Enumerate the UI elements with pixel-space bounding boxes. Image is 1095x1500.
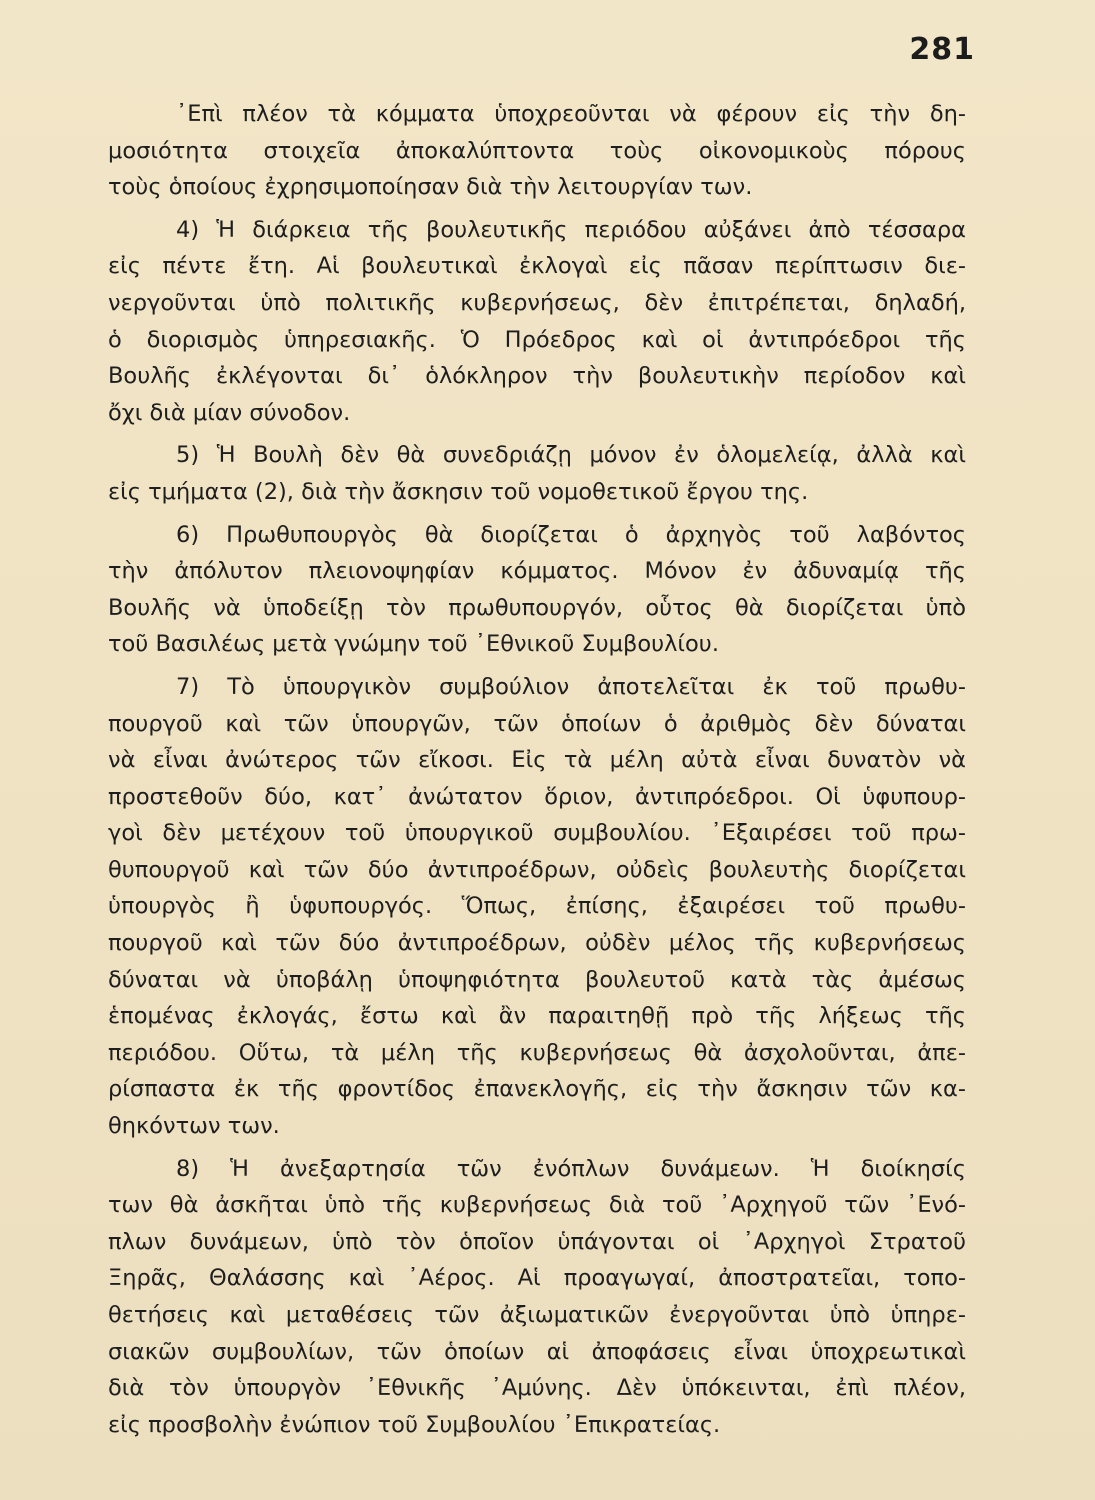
text-line: Βουλῆς νὰ ὑποδείξῃ τὸν πρωθυπουργόν, οὗτος θὰ διορίζεται ὑπὸ xyxy=(108,594,966,621)
text-line: δύναται νὰ ὑποβάλῃ ὑποψηφιότητα βουλευτοῦ κατὰ τὰς ἀμέσως xyxy=(108,966,966,993)
text-line: θετήσεις καὶ μεταθέσεις τῶν ἀξιωματικῶν ἐνεργοῦνται ὑπὸ ὑπηρε- xyxy=(108,1302,966,1328)
text-line: νεργοῦνται ὑπὸ πολιτικῆς κυβερνήσεως, δὲν ἐπιτρέπεται, δηλαδή, xyxy=(108,289,966,316)
text-line: εἰς πέντε ἔτη. Αἱ βουλευτικαὶ ἐκλογαὶ εἰς πᾶσαν περίπτωσιν διε- xyxy=(108,253,966,280)
page-number: 281 xyxy=(909,32,975,67)
paragraph xyxy=(108,1151,966,1444)
text-line: Ξηρᾶς, Θαλάσσης καὶ ᾿Αέρος. Αἱ προαγωγαί, ἀποστρατεῖαι, τοπο- xyxy=(108,1265,966,1292)
text-line: μοσιότητα στοιχεῖα ἀποκαλύπτοντα τοὺς οἰκονομικοὺς πόρους xyxy=(108,137,966,164)
text-line: τὴν ἀπόλυτον πλειονοψηφίαν κόμματος. Μόνον ἐν ἀδυναμίᾳ τῆς xyxy=(108,558,966,585)
text-line: τοῦ Βασιλέως μετὰ γνώμην τοῦ ᾿Εθνικοῦ Συμβουλίου. xyxy=(108,631,719,658)
text-line: ὄχι διὰ μίαν σύνοδον. xyxy=(108,399,351,426)
paragraph xyxy=(108,437,966,510)
text-line: ᾿Επὶ πλέον τὰ κόμματα ὑποχρεοῦνται νὰ φέρουν εἰς τὴν δη- xyxy=(176,101,966,127)
text-line: Βουλῆς ἐκλέγονται δι᾿ ὁλόκληρον τὴν βουλευτικὴν περίοδον καὶ xyxy=(108,363,966,390)
text-line: πλων δυνάμεων, ὑπὸ τὸν ὁποῖον ὑπάγονται οἱ ᾿Αρχηγοὶ Στρατοῦ xyxy=(108,1228,966,1255)
text-line: 5) Ἡ Βουλὴ δὲν θὰ συνεδριάζῃ μόνον ἐν ὁλομελείᾳ, ἀλλὰ καὶ xyxy=(176,442,966,469)
text-line: ρίσπαστα ἐκ τῆς φροντίδος ἐπανεκλογῆς, εἰς τὴν ἄσκησιν τῶν κα- xyxy=(108,1076,966,1103)
text-line: ἑπομένας ἐκλογάς, ἔστω καὶ ἂν παραιτηθῇ πρὸ τῆς λήξεως τῆς xyxy=(108,1003,966,1030)
text-line: 6) Πρωθυπουργὸς θὰ διορίζεται ὁ ἀρχηγὸς τοῦ λαβόντος xyxy=(176,521,966,548)
text-line: γοὶ δὲν μετέχουν τοῦ ὑπουργικοῦ συμβουλίου. ᾿Εξαιρέσει τοῦ πρω- xyxy=(108,820,966,847)
text-line: περιόδου. Οὕτω, τὰ μέλη τῆς κυβερνήσεως θὰ ἀσχολοῦνται, ἀπε- xyxy=(108,1039,966,1066)
paragraph xyxy=(108,212,966,432)
text-line: 8) Ἡ ἀνεξαρτησία τῶν ἐνόπλων δυνάμεων. Ἡ διοίκησίς xyxy=(176,1155,966,1182)
text-line: 4) Ἡ διάρκεια τῆς βουλευτικῆς περιόδου αὐξάνει ἀπὸ τέσσαρα xyxy=(176,216,966,243)
text-line: των θὰ ἀσκῆται ὑπὸ τῆς κυβερνήσεως διὰ τοῦ ᾿Αρχηγοῦ τῶν ᾿Ενό- xyxy=(108,1192,966,1219)
text-line: πουργοῦ καὶ τῶν ὑπουργῶν, τῶν ὁποίων ὁ ἀριθμὸς δὲν δύναται xyxy=(108,710,966,737)
text-line: εἰς τμήματα (2), διὰ τὴν ἄσκησιν τοῦ νομοθετικοῦ ἔργου της. xyxy=(108,478,809,505)
text-line: θηκόντων των. xyxy=(108,1113,280,1140)
text-line: ὑπουργὸς ἢ ὑφυπουργός. Ὅπως, ἐπίσης, ἐξαιρέσει τοῦ πρωθυ- xyxy=(108,893,966,920)
text-line: προστεθοῦν δύο, κατ᾿ ἀνώτατον ὅριον, ἀντιπρόεδροι. Οἱ ὑφυπουρ- xyxy=(108,783,966,810)
paragraph xyxy=(108,517,966,663)
text-line: διὰ τὸν ὑπουργὸν ᾿Εθνικῆς ᾿Αμύνης. Δὲν ὑπόκεινται, ἐπὶ πλέον, xyxy=(108,1375,966,1402)
paragraph xyxy=(108,669,966,1145)
text-line: νὰ εἶναι ἀνώτερος τῶν εἴκοσι. Εἰς τὰ μέλη αὐτὰ εἶναι δυνατὸν νὰ xyxy=(108,747,966,774)
text-line: σιακῶν συμβουλίων, τῶν ὁποίων αἱ ἀποφάσεις εἶναι ὑποχρεωτικαὶ xyxy=(108,1338,966,1365)
text-line: εἰς προσβολὴν ἐνώπιον τοῦ Συμβουλίου ᾿Επικρατείας. xyxy=(108,1411,721,1438)
text-line: 7) Τὸ ὑπουργικὸν συμβούλιον ἀποτελεῖται ἐκ τοῦ πρωθυ- xyxy=(176,673,966,700)
text-line: πουργοῦ καὶ τῶν δύο ἀντιπροέδρων, οὐδὲν μέλος τῆς κυβερνήσεως xyxy=(108,930,966,957)
text-line: τοὺς ὁποίους ἐχρησιμοποίησαν διὰ τὴν λειτουργίαν των. xyxy=(108,174,753,201)
text-line: θυπουργοῦ καὶ τῶν δύο ἀντιπροέδρων, οὐδεὶς βουλευτὴς διορίζεται xyxy=(108,856,966,883)
body-text xyxy=(108,96,966,1443)
paragraph xyxy=(108,96,966,206)
text-line: ὁ διορισμὸς ὑπηρεσιακῆς. Ὁ Πρόεδρος καὶ οἱ ἀντιπρόεδροι τῆς xyxy=(108,326,966,353)
